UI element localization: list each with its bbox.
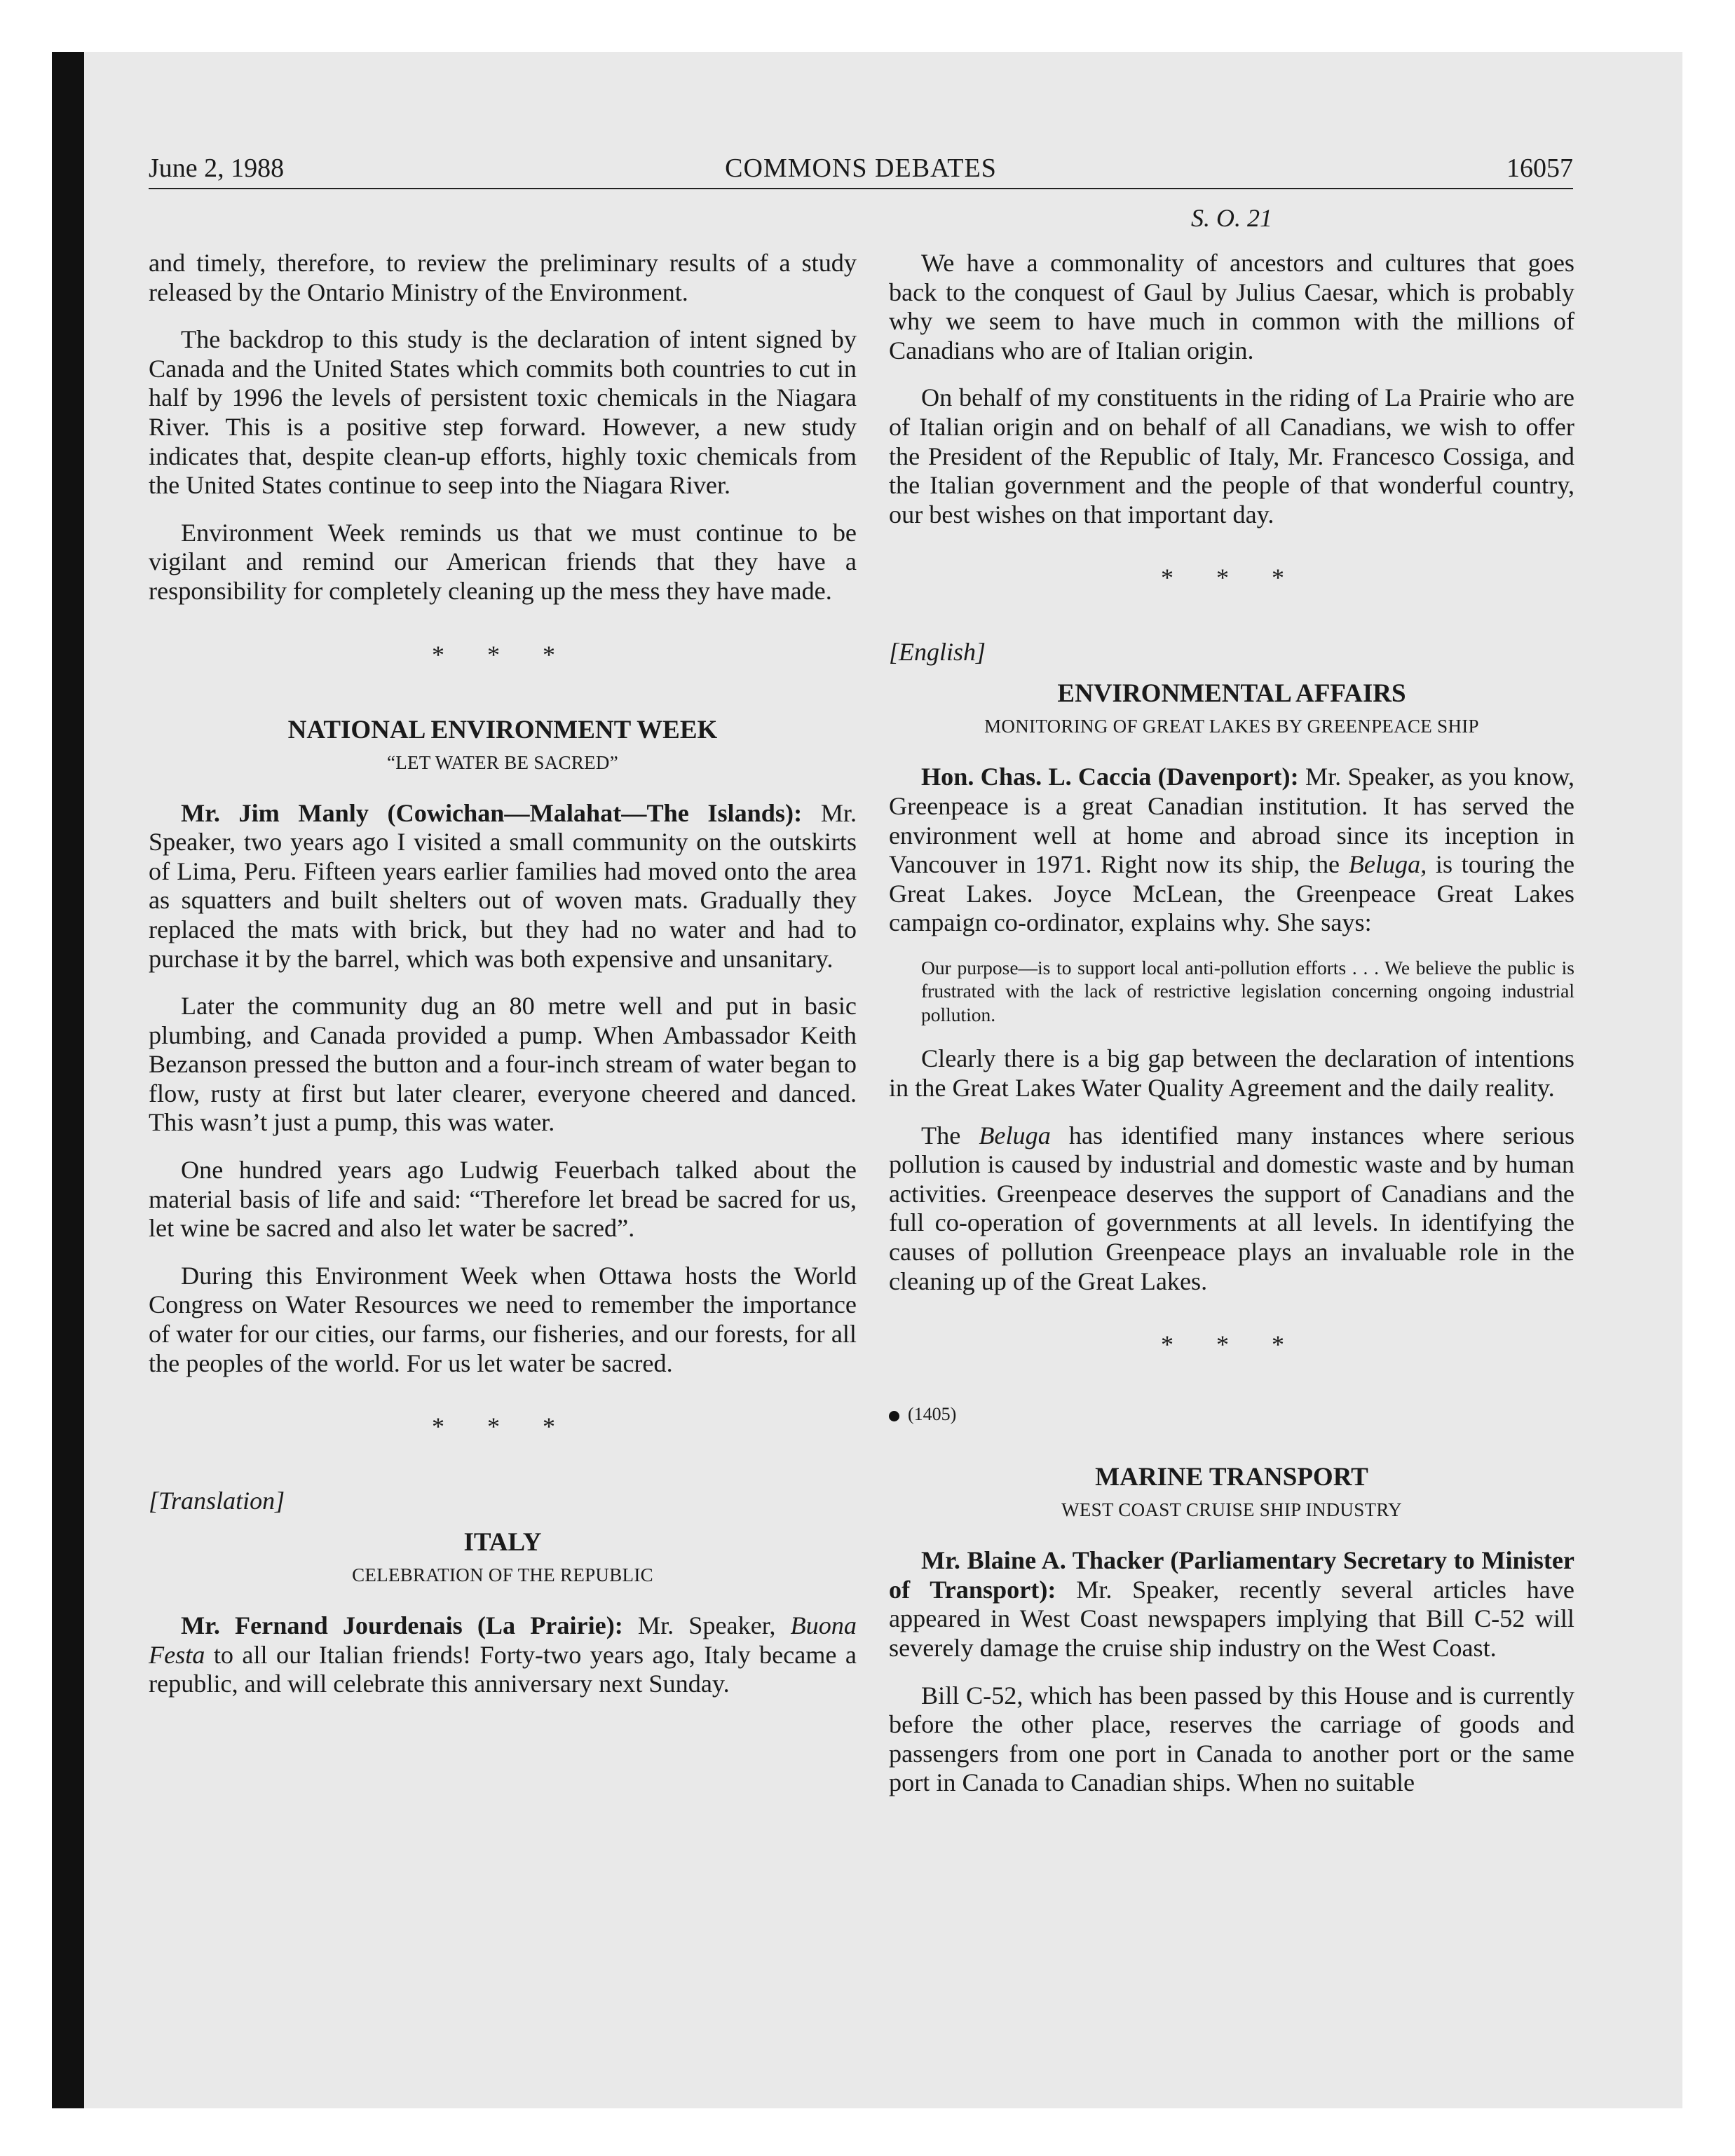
paragraph: and timely, therefore, to review the preliminary results of a study released by the Ontario Ministry of the Environment. (149, 249, 857, 306)
right-column (889, 249, 1574, 1816)
speech-text: Mr. Speaker, as you know, Greenpeace is a great Canadian institution. It has served the environment well at home and abroad since its inception in Vancouver in 1971. Right now its ship, the (889, 763, 1575, 879)
section-separator: * * * (432, 640, 573, 669)
speech-italic: Beluga (979, 1121, 1051, 1149)
language-label: [Translation] (149, 1487, 285, 1515)
speech-text: has identified many instances where serious pollution is caused by industrial and domestic waste and by human activities. Greenpeace deserves the support of Canadians and the full co-operation of governments at all levels. In identifying the causes of pollution Greenpeace plays an invaluable role in the cleaning up of the Great Lakes. (889, 1121, 1575, 1295)
paragraph: We have a commonality of ancestors and cultures that goes back to the conquest of Gaul by Julius Caesar, which is probably why we seem to have much in common with the millions of Canadians who are of Italian origin. (889, 249, 1574, 364)
speech-text: Mr. Speaker, recently several articles have appeared in West Coast newspapers implying that Bill C-52 will severely damage the cruise ship industry on the West Coast. (889, 1575, 1574, 1662)
speech-text: The (921, 1121, 961, 1149)
time-marker-text: (1405) (908, 1404, 957, 1425)
section-heading: ITALY (463, 1528, 542, 1557)
speech-paragraph (889, 763, 1574, 938)
section-separator: * * * (1161, 564, 1302, 592)
page-header (149, 153, 1573, 186)
section-heading: ENVIRONMENTAL AFFAIRS (1057, 679, 1406, 709)
header-title: COMMONS DEBATES (725, 153, 997, 183)
paragraph: Bill C-52, which has been passed by this House and is currently before the other place, reserves the carriage of goods and passengers from one port in Canada to another port or the same port in Canada to Canadian ships. When no suitable (889, 1681, 1574, 1797)
paragraph: One hundred years ago Ludwig Feuerbach talked about the material basis of life and said: “Therefore let bread be sacred for us, let wine be sacred and also let water be sacred”. (149, 1156, 857, 1243)
paragraph: Later the community dug an 80 metre well and put in basic plumbing, and Canada provided a pump. When Ambassador Keith Bezanson pressed the button and a four-inch stream of water began to flow, rusty at first but later clearer, everyone cheered and danced. This wasn’t just a pump, this was water. (149, 992, 857, 1137)
paragraph: During this Environment Week when Ottawa hosts the World Congress on Water Resources we need to remember the importance of water for our cities, our farms, our fisheries, and our forests, for all the peoples of the world. For us let water be sacred. (149, 1261, 857, 1377)
time-marker (889, 1404, 1574, 1425)
section-subheading: WEST COAST CRUISE SHIP INDUSTRY (1061, 1499, 1402, 1521)
speech-text: to all our Italian friends! Forty-two years ago, Italy became a republic, and will celebrate this anniversary next Sunday. (149, 1640, 857, 1698)
paragraph: On behalf of my constituents in the riding of La Prairie who are of Italian origin and on behalf of all Canadians, we wish to offer the President of the Republic of Italy, Mr. Francesco Cossiga, and the Italian government and the people of that wonderful country, our best wishes on that important day. (889, 383, 1574, 528)
header-date: June 2, 1988 (149, 153, 285, 183)
speech-paragraph (149, 799, 857, 974)
language-label: [English] (889, 638, 986, 667)
speaker-name: Mr. Fernand Jourdenais (La Prairie): (181, 1611, 623, 1640)
section-heading: NATIONAL ENVIRONMENT WEEK (287, 715, 718, 744)
block-quote: Our purpose—is to support local anti-pollution efforts . . . We believe the public is frustrated with the lack of restrictive legislation concerning ongoing industrial pollution. (921, 956, 1574, 1025)
speech-italic: Beluga, (1348, 850, 1427, 879)
header-page-number: 16057 (1506, 153, 1573, 183)
left-column (149, 249, 857, 1717)
speech-paragraph (889, 1546, 1574, 1663)
section-subheading: “LET WATER BE SACRED” (386, 751, 619, 773)
speaker-name: Mr. Jim Manly (Cowichan—Malahat—The Islands): (181, 798, 803, 827)
standing-order-label: S. O. 21 (1191, 204, 1272, 232)
section-separator: * * * (1161, 1330, 1302, 1359)
speech-text: Mr. Speaker, two years ago I visited a small community on the outskirts of Lima, Peru. Fifteen years earlier families had moved onto the area as squatters and built shelters out of woven mats. Gradually they replaced the mats with brick, but they had no water and had to purchase it by the barrel, which was both expensive and unsanitary. (149, 798, 857, 973)
section-heading: MARINE TRANSPORT (1095, 1463, 1368, 1492)
scan-edge (52, 52, 84, 2108)
speech-italic: Buona Festa (149, 1611, 857, 1669)
speech-text: Mr. Speaker, (637, 1611, 776, 1640)
paragraph: The backdrop to this study is the declaration of intent signed by Canada and the United States which commits both countries to cut in half by 1996 the levels of persistent toxic chemicals in the Niagara River. This is a positive step forward. However, a new study indicates that, despite clean-up efforts, highly toxic chemicals from the United States continue to seep into the Niagara River. (149, 325, 857, 500)
section-subheading: CELEBRATION OF THE REPUBLIC (352, 1564, 653, 1586)
section-subheading: MONITORING OF GREAT LAKES BY GREENPEACE SHIP (984, 716, 1479, 737)
bullet-icon (889, 1411, 899, 1421)
speaker-name: Hon. Chas. L. Caccia (Davenport): (921, 763, 1299, 791)
speech-text: is touring the Great Lakes. Joyce McLean, the Greenpeace Great Lakes campaign co-ordinator, explains why. She says: (889, 850, 1575, 937)
header-rule (149, 188, 1573, 189)
paragraph (889, 1121, 1574, 1297)
paragraph: Clearly there is a big gap between the declaration of intentions in the Great Lakes Water Quality Agreement and the daily reality. (889, 1044, 1574, 1102)
paragraph: Environment Week reminds us that we must continue to be vigilant and remind our American friends that they have a responsibility for completely cleaning up the mess they have made. (149, 518, 857, 605)
section-separator: * * * (432, 1412, 573, 1441)
speech-paragraph (149, 1611, 857, 1699)
speaker-name: Mr. Blaine A. Thacker (Parliamentary Secretary to Minister of Transport): (889, 1546, 1574, 1604)
